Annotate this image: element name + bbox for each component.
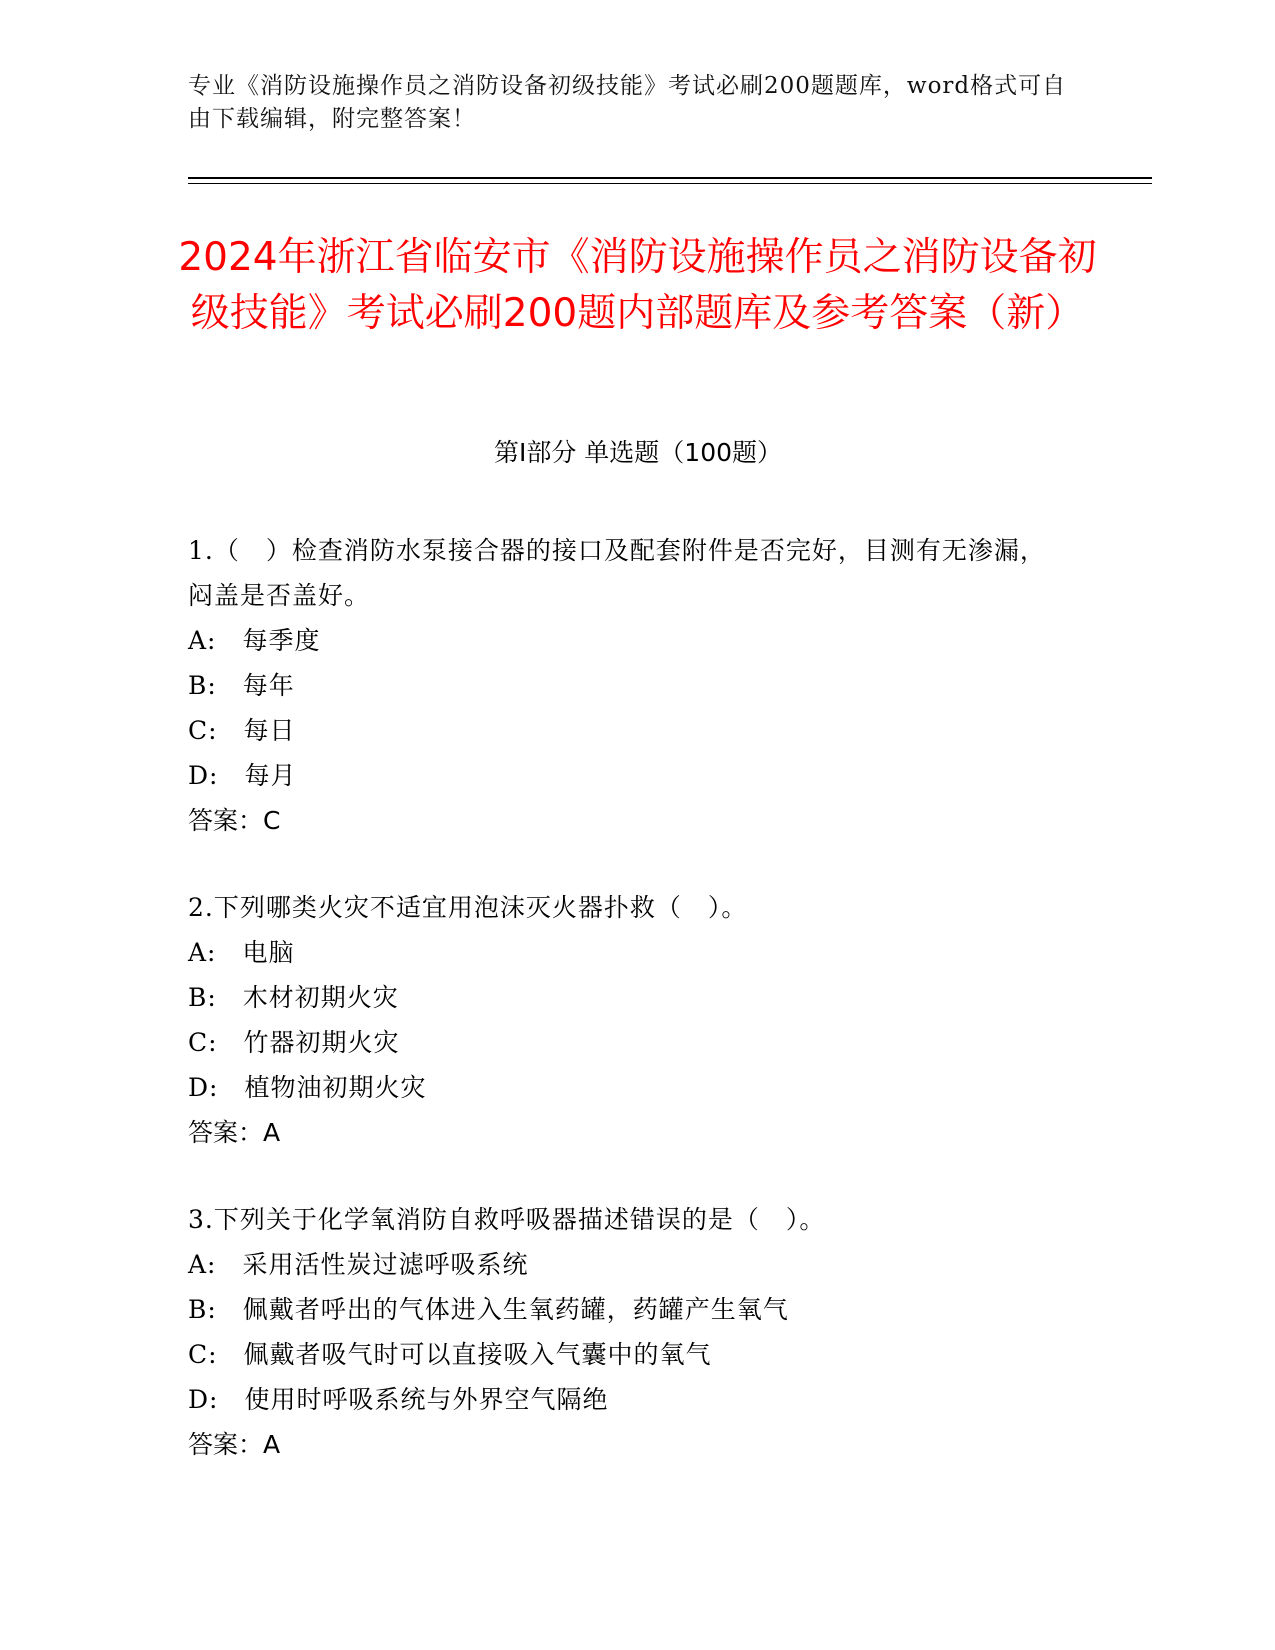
question-list — [188, 528, 1068, 1509]
answer-line: 答案：A — [188, 1118, 281, 1147]
option-a: A: 电脑 — [188, 938, 295, 967]
question-stem: 2.下列哪类火灾不适宜用泡沫灭火器扑救（ ）。 — [188, 893, 748, 922]
option-d: D: 植物油初期火灾 — [188, 1073, 427, 1102]
answer-line: 答案：A — [188, 1430, 281, 1459]
question-stem: 1.（ ）检查消防水泵接合器的接口及配套附件是否完好，目测有无渗漏，闷盖是否盖好。 — [188, 536, 1046, 610]
document-title: 2024年浙江省临安市《消防设施操作员之消防设备初级技能》考试必刷200题内部题库及参考答案（新） — [178, 235, 1097, 336]
option-b: B: 佩戴者呼出的气体进入生氧药罐，药罐产生氧气 — [188, 1295, 789, 1324]
question-stem: 3.下列关于化学氧消防自救呼吸器描述错误的是（ ）。 — [188, 1205, 826, 1234]
option-c: C: 每日 — [188, 716, 296, 745]
question-item — [188, 1197, 1068, 1467]
header-note: 专业《消防设施操作员之消防设备初级技能》考试必刷200题题库，word格式可自由下载编辑，附完整答案！ — [188, 73, 1067, 132]
option-d: D: 使用时呼吸系统与外界空气隔绝 — [188, 1385, 609, 1414]
option-c: C: 竹器初期火灾 — [188, 1028, 400, 1057]
option-b: B: 木材初期火灾 — [188, 983, 399, 1012]
option-a: A: 采用活性炭过滤呼吸系统 — [188, 1250, 529, 1279]
option-a: A: 每季度 — [188, 626, 321, 655]
question-item — [188, 528, 1068, 843]
option-c: C: 佩戴者吸气时可以直接吸入气囊中的氧气 — [188, 1340, 712, 1369]
header-divider-thin — [188, 183, 1152, 184]
option-b: B: 每年 — [188, 671, 295, 700]
header-divider-thick — [188, 177, 1152, 179]
section-title: 第Ⅰ部分 单选题（100题） — [493, 438, 783, 467]
option-d: D: 每月 — [188, 761, 297, 790]
answer-line: 答案：C — [188, 806, 281, 835]
question-item — [188, 885, 1068, 1155]
